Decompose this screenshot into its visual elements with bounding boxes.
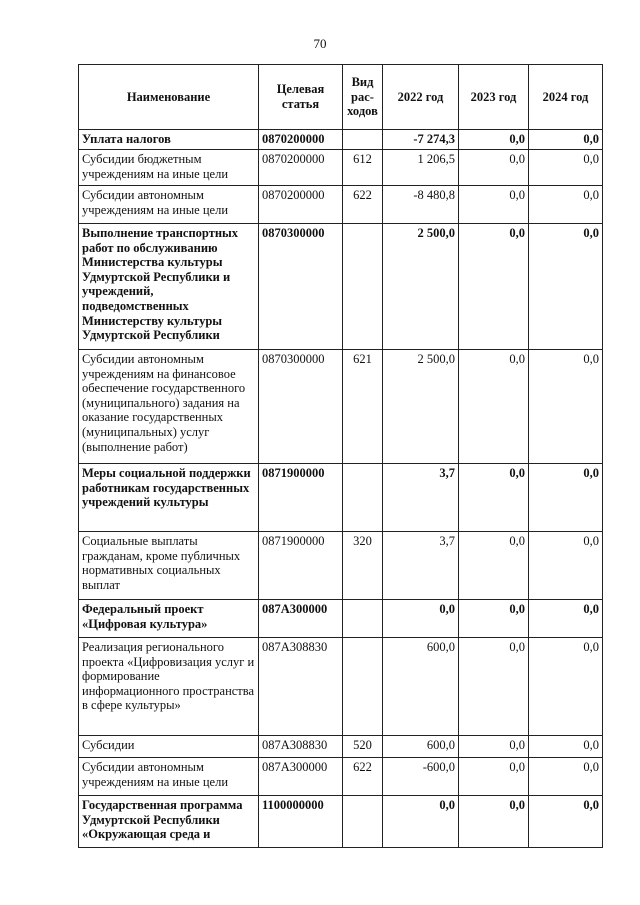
cell-2023: 0,0	[459, 150, 529, 186]
cell-2024: 0,0	[529, 464, 603, 532]
header-name: Наименование	[79, 65, 259, 130]
cell-2022: 0,0	[383, 796, 459, 848]
header-code: Целевая статья	[259, 65, 343, 130]
table-row	[79, 736, 603, 758]
cell-2024: 0,0	[529, 130, 603, 150]
cell-2022: 600,0	[383, 736, 459, 758]
cell-name: Уплата налогов	[79, 130, 259, 150]
cell-code: 0870200000	[259, 130, 343, 150]
table-row	[79, 224, 603, 350]
cell-type: 320	[343, 532, 383, 600]
cell-2023: 0,0	[459, 796, 529, 848]
cell-name: Государственная программа Удмуртской Республики «Окружающая среда и	[79, 796, 259, 848]
cell-2024: 0,0	[529, 736, 603, 758]
cell-2024: 0,0	[529, 350, 603, 464]
cell-2023: 0,0	[459, 130, 529, 150]
cell-type	[343, 224, 383, 350]
cell-code: 0870300000	[259, 224, 343, 350]
header-type: Вид рас-ходов	[343, 65, 383, 130]
cell-code: 087A308830	[259, 736, 343, 758]
cell-2023: 0,0	[459, 532, 529, 600]
table-row	[79, 796, 603, 848]
cell-type: 520	[343, 736, 383, 758]
cell-2022: 0,0	[383, 600, 459, 638]
cell-name: Субсидии бюджетным учреждениям на иные цели	[79, 150, 259, 186]
cell-2022: 2 500,0	[383, 224, 459, 350]
cell-2023: 0,0	[459, 758, 529, 796]
table-row	[79, 758, 603, 796]
cell-2023: 0,0	[459, 350, 529, 464]
cell-2024: 0,0	[529, 532, 603, 600]
cell-type	[343, 464, 383, 532]
budget-table	[78, 64, 603, 848]
cell-type: 622	[343, 186, 383, 224]
cell-name: Субсидии	[79, 736, 259, 758]
cell-name: Меры социальной поддержки работникам государственных учреждений культуры	[79, 464, 259, 532]
cell-2024: 0,0	[529, 224, 603, 350]
cell-2022: -8 480,8	[383, 186, 459, 224]
cell-2023: 0,0	[459, 464, 529, 532]
cell-2023: 0,0	[459, 224, 529, 350]
cell-code: 087A300000	[259, 600, 343, 638]
cell-type: 621	[343, 350, 383, 464]
table-header-row	[79, 65, 603, 130]
cell-2023: 0,0	[459, 736, 529, 758]
cell-name: Выполнение транспортных работ по обслуживанию Министерства культуры Удмуртской Республики и учреждений, подведомственных Министерству культуры Удмуртской Республики	[79, 224, 259, 350]
cell-2024: 0,0	[529, 150, 603, 186]
cell-type	[343, 796, 383, 848]
table-row	[79, 532, 603, 600]
cell-2022: -7 274,3	[383, 130, 459, 150]
cell-type: 622	[343, 758, 383, 796]
cell-code: 0870300000	[259, 350, 343, 464]
cell-2022: 2 500,0	[383, 350, 459, 464]
cell-2024: 0,0	[529, 600, 603, 638]
cell-2023: 0,0	[459, 186, 529, 224]
cell-2023: 0,0	[459, 638, 529, 736]
cell-name: Субсидии автономным учреждениям на финансовое обеспечение государственного (муниципального) задания на оказание государственных (муниципальных) услуг (выполнение работ)	[79, 350, 259, 464]
cell-2024: 0,0	[529, 186, 603, 224]
table-row	[79, 464, 603, 532]
page-number: 70	[313, 36, 327, 51]
table-row	[79, 600, 603, 638]
cell-2022: 3,7	[383, 532, 459, 600]
cell-code: 0870200000	[259, 150, 343, 186]
cell-type	[343, 130, 383, 150]
cell-2022: 600,0	[383, 638, 459, 736]
cell-2022: 3,7	[383, 464, 459, 532]
cell-2022: 1 206,5	[383, 150, 459, 186]
cell-code: 1100000000	[259, 796, 343, 848]
cell-2022: -600,0	[383, 758, 459, 796]
table-row	[79, 186, 603, 224]
cell-name: Реализация регионального проекта «Цифровизация услуг и формирование информационного пространства в сфере культуры»	[79, 638, 259, 736]
cell-code: 087A308830	[259, 638, 343, 736]
cell-2024: 0,0	[529, 638, 603, 736]
cell-code: 0871900000	[259, 532, 343, 600]
cell-code: 087A300000	[259, 758, 343, 796]
cell-type	[343, 600, 383, 638]
header-2024: 2024 год	[529, 65, 603, 130]
cell-2024: 0,0	[529, 796, 603, 848]
cell-code: 0870200000	[259, 186, 343, 224]
table-row	[79, 150, 603, 186]
cell-type	[343, 638, 383, 736]
header-2022: 2022 год	[383, 65, 459, 130]
cell-type: 612	[343, 150, 383, 186]
header-2023: 2023 год	[459, 65, 529, 130]
cell-code: 0871900000	[259, 464, 343, 532]
cell-name: Субсидии автономным учреждениям на иные цели	[79, 758, 259, 796]
cell-name: Социальные выплаты гражданам, кроме публичных нормативных социальных выплат	[79, 532, 259, 600]
cell-2024: 0,0	[529, 758, 603, 796]
cell-name: Федеральный проект «Цифровая культура»	[79, 600, 259, 638]
cell-name: Субсидии автономным учреждениям на иные цели	[79, 186, 259, 224]
table-row	[79, 130, 603, 150]
table-row	[79, 350, 603, 464]
cell-2023: 0,0	[459, 600, 529, 638]
table-row	[79, 638, 603, 736]
